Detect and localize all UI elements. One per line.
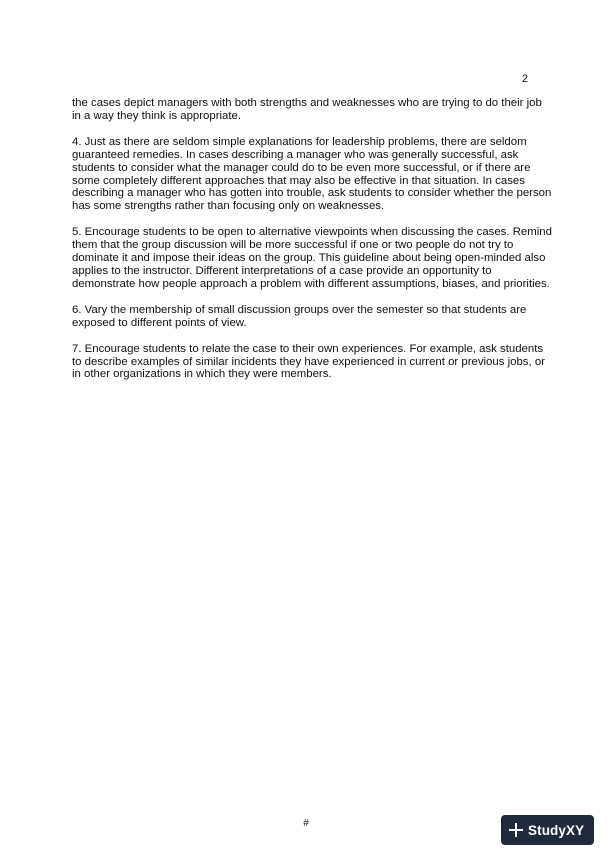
studyxy-badge[interactable] [501,815,594,845]
paragraph-continuation: the cases depict managers with both strengths and weaknesses who are trying to do their job in a way they think is appropriate. [72,97,542,122]
paragraph-item-7: 7. Encourage students to relate the case to their own experiences. For example, ask students to describe examples of similar incidents they have experienced in current or previous jobs, or in other organizations in which they were members. [72,342,545,381]
paragraph-item-6: 6. Vary the membership of small discussion groups over the semester so that students are exposed to different points of view. [72,303,527,329]
footer-mark: # [303,818,309,829]
plus-icon [509,823,523,837]
paragraph-item-4: 4. Just as there are seldom simple explanations for leadership problems, there are seldom guaranteed remedies. In cases describing a manager who was generally successful, ask students to consider what the manager could do to be even more successful, or if there are some completely different approaches that may also be effective in that situation. In cases describing a manager who has gotten into trouble, ask students to consider whether the person has some strengths rather than focusing only on weaknesses. [72,135,552,213]
page-number: 2 [521,73,528,85]
brand-suffix: XY [566,822,585,838]
brand-wordmark [528,823,584,838]
document-body [72,97,552,394]
brand-prefix: Study [528,822,567,838]
paragraph-item-5: 5. Encourage students to be open to alternative viewpoints when discussing the cases. Remind them that the group discussion will be more successful if one or two people do not try to dominate it and impose their ideas on the group. This guideline about being open-minded also applies to the instructor. Different interpretations of a case provide an opportunity to demonstrate how people approach a problem with different assumptions, biases, and priorities. [72,226,552,290]
